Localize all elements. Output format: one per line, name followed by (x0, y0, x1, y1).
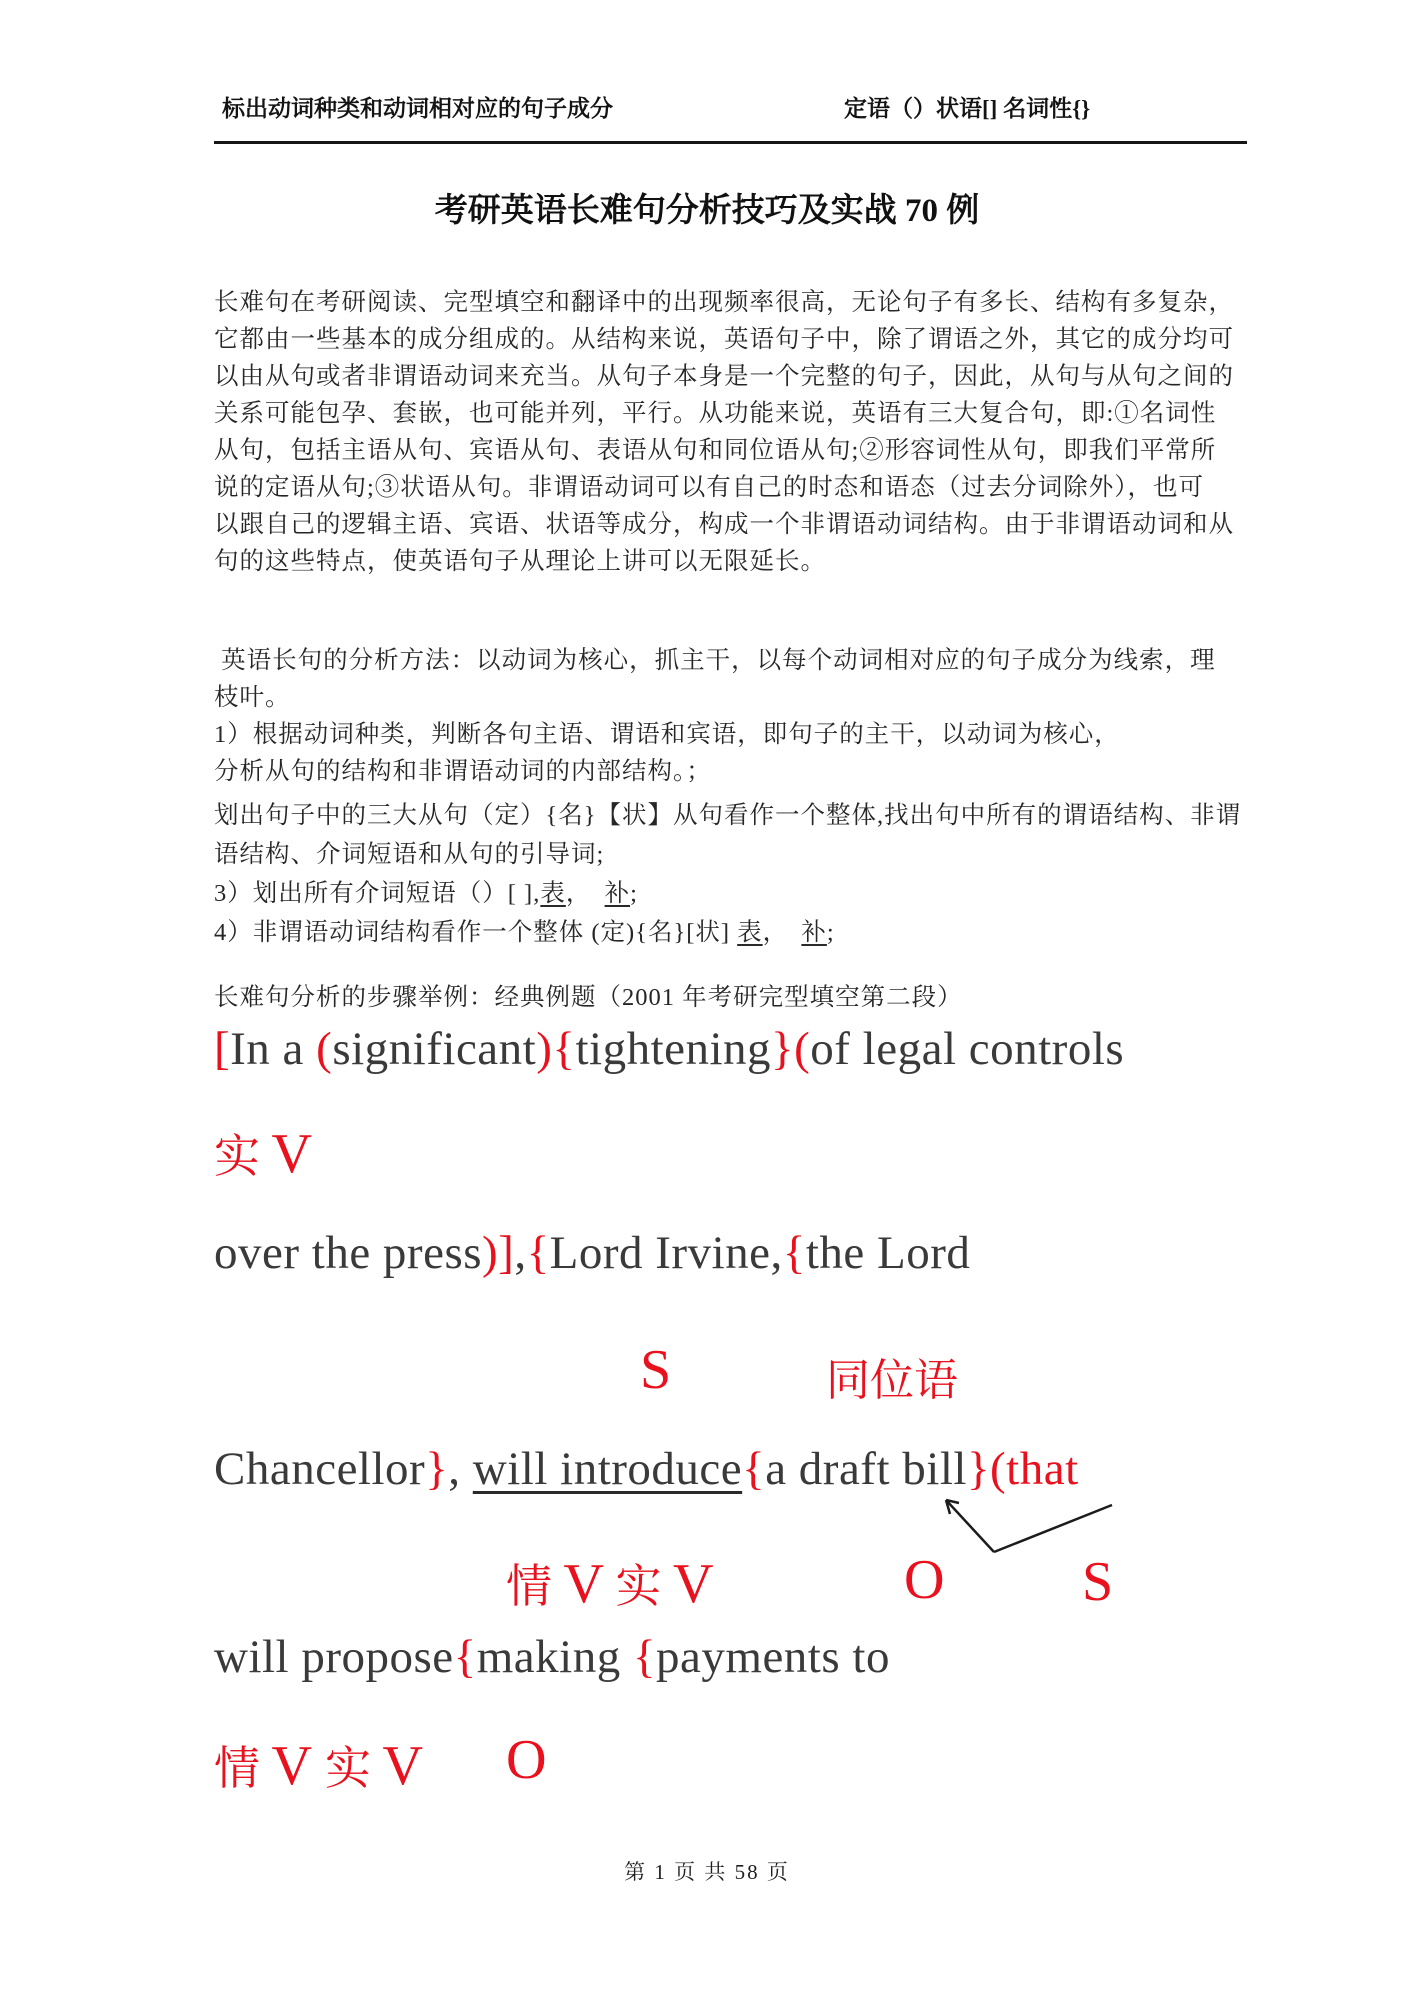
intro-line: 它都由一些基本的成分组成的。从结构来说，英语句子中，除了谓语之外，其它的成分均可 (214, 326, 1234, 353)
method-line: 英语长句的分析方法：以动词为核心，抓主干，以每个动词相对应的句子成分为线索，理 (214, 647, 1216, 674)
steps-paragraph (214, 796, 1254, 952)
header-left-text: 标出动词种类和动词相对应的句子成分 (222, 96, 613, 121)
sentence-line-1: [In a (significant){tightening}(of legal controls (214, 1023, 1125, 1075)
method-line: 枝叶。 (214, 684, 291, 711)
intro-line: 从句，包括主语从句、宾语从句、表语从句和同位语从句;②形容词性从句，即我们平常所 (214, 437, 1217, 464)
sentence-line-2: over the press)],{Lord Irvine,{the Lord (214, 1227, 971, 1279)
annotation-subject-label: S (640, 1339, 672, 1401)
page-footer: 第 1 页 共 58 页 (624, 1860, 790, 1884)
method-line: 1）根据动词种类，判断各句主语、谓语和宾语，即句子的主干，以动词为核心， (214, 721, 1120, 748)
example-caption: 长难句分析的步骤举例：经典例题（2001 年考研完型填空第二段） (214, 984, 963, 1011)
header-right-text: 定语（）状语[] 名词性{} (844, 96, 1091, 121)
annotation-modal-verb-row1: 情 V 实 V (506, 1553, 714, 1615)
steps-line: 语结构、介词短语和从句的引导词; (214, 841, 605, 868)
annotation-modal-verb-row2: 情 V 实 V (214, 1735, 424, 1797)
annotation-subject-label-row1: S (1082, 1551, 1114, 1613)
header-rule (214, 141, 1247, 144)
sentence-line-4: will propose{making {payments to (214, 1631, 890, 1683)
steps-line: 划出句子中的三大从句（定）{名}【状】从句看作一个整体,找出句中所有的谓语结构、非谓 (214, 802, 1242, 829)
intro-paragraph (214, 284, 1254, 580)
intro-line: 长难句在考研阅读、完型填空和翻译中的出现频率很高，无论句子有多长、结构有多复杂， (214, 289, 1234, 316)
sentence-line-3: Chancellor}, will introduce{a draft bill}(that (214, 1443, 1079, 1495)
intro-line: 以由从句或者非谓语动词来充当。从句子本身是一个完整的句子，因此，从句与从句之间的 (214, 363, 1234, 390)
intro-line: 说的定语从句;③状语从句。非谓语动词可以有自己的时态和语态（过去分词除外），也可 (214, 474, 1205, 501)
annotation-apposition-label: 同位语 (826, 1356, 958, 1405)
page-title: 考研英语长难句分析技巧及实战 70 例 (434, 193, 980, 229)
intro-line: 句的这些特点，使英语句子从理论上讲可以无限延长。 (214, 548, 826, 575)
intro-line: 关系可能包孕、套嵌，也可能并列，平行。从功能来说，英语有三大复合句，即:①名词性 (214, 400, 1217, 427)
steps-line: 4）非谓语动词结构看作一个整体 (定){名}[状] 表， 补; (214, 919, 835, 946)
intro-line: 以跟自己的逻辑主语、宾语、状语等成分，构成一个非谓语动词结构。由于非谓语动词和从 (214, 511, 1234, 538)
pointer-arrow (932, 1492, 1117, 1556)
annotation-shi-v: 实 V (214, 1123, 313, 1185)
method-line: 分析从句的结构和非谓语动词的内部结构。； (214, 758, 712, 785)
steps-line: 3）划出所有介词短语（）[ ],表， 补; (214, 880, 638, 907)
annotation-object-label-row1: O (904, 1549, 945, 1611)
annotation-object-label-row2: O (506, 1729, 547, 1791)
method-paragraph (214, 642, 1254, 790)
